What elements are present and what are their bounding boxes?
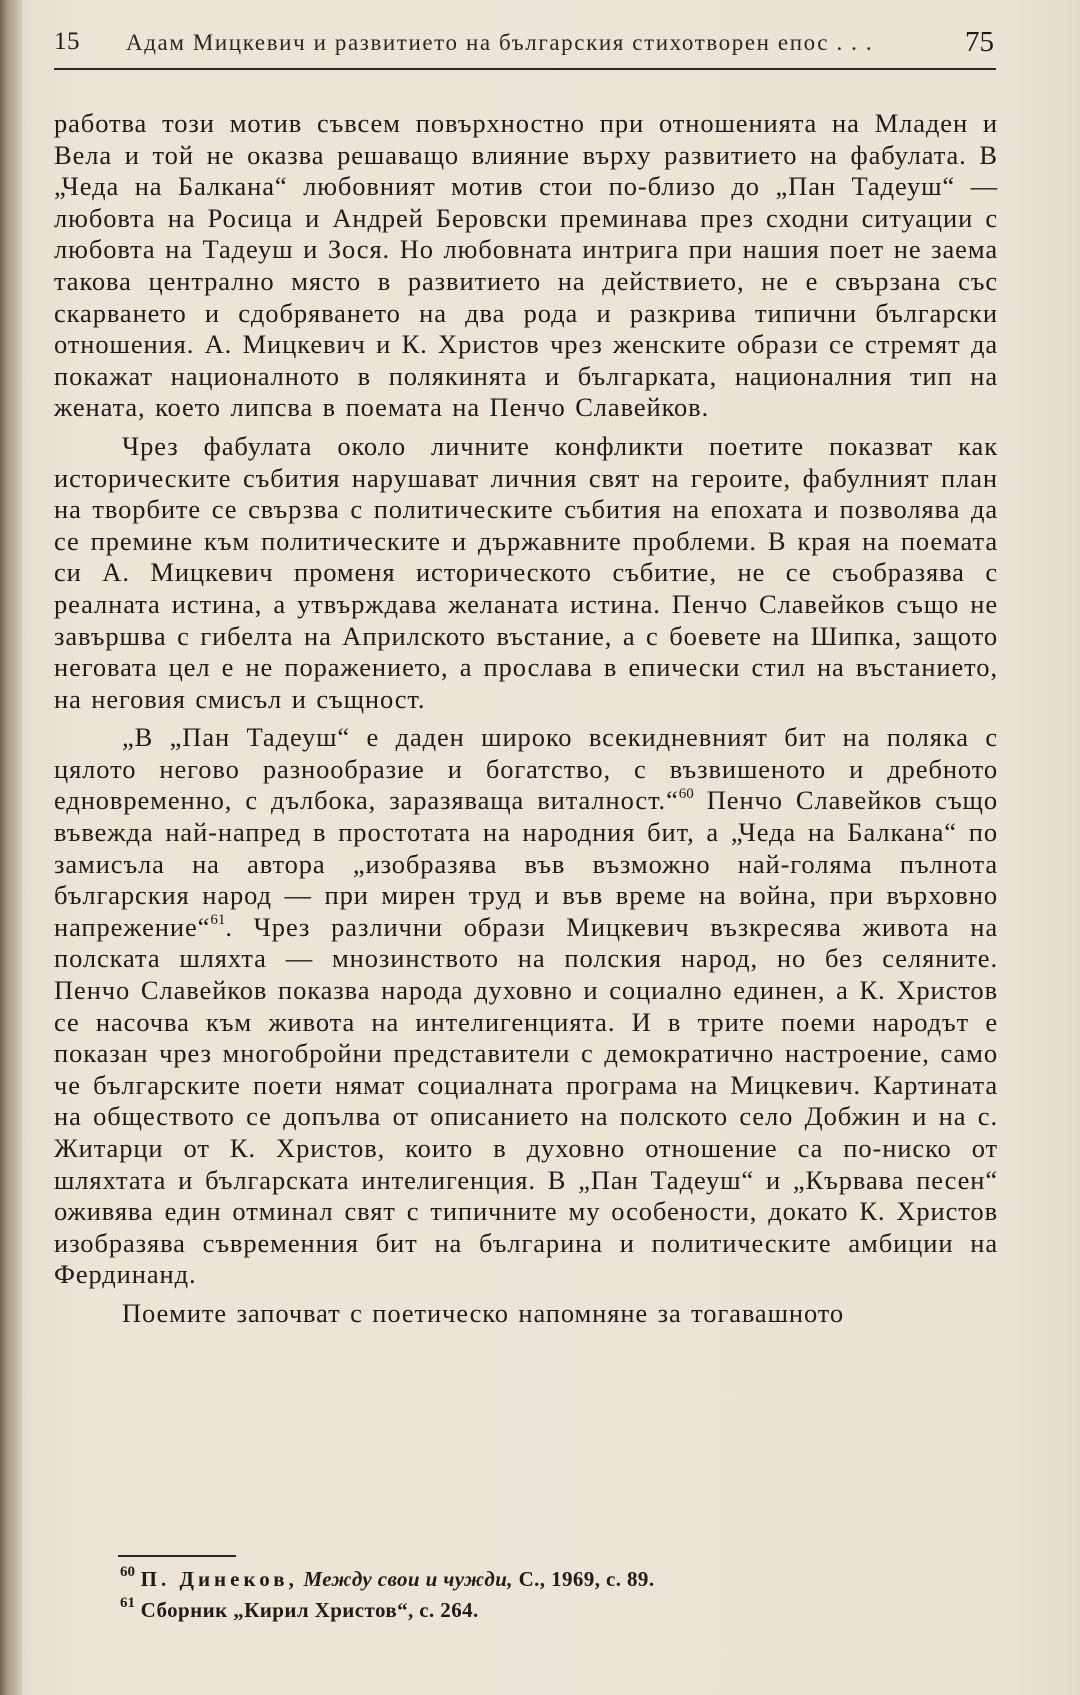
paragraph-3-middle: Пенчо Славейков също въвежда най-напред в простотата на народния бит, а „Чеда на Балкана“ по замисъла на автора „изобразява във възможно най-голяма пълнота българския народ — при мирен труд и във време на война, при върховно напрежение“ — [54, 785, 998, 942]
footnote-title: Между свои и чужди, — [297, 1567, 513, 1591]
footnote-61 — [120, 1595, 980, 1626]
paragraph-4: Поемите започват с поетическо напомняне за тогавашното — [122, 1297, 845, 1328]
footnote-author: П. Динеков, — [140, 1567, 298, 1591]
paragraph-3-quote: „В „Пан Тадеуш“ е даден широко всекидневният бит на поляка с цялото негово разнообразие и богатство, с възвишеното и дребното едновременно, с дълбока, заразяваща виталност.“ — [54, 722, 998, 816]
running-title: Адам Мицкевич и развитието на българския стихотворен епос . . . — [126, 30, 874, 55]
footnotes — [120, 1564, 980, 1626]
footnote-60 — [120, 1564, 980, 1595]
page-number: 75 — [965, 26, 994, 58]
book-spine-shadow — [0, 0, 22, 1695]
paragraph-2: Чрез фабулата около личните конфликти поетите показват как историческите събития нарушават личния свят на героите, фабулният план на творбите се свързва с политическите събития на епохата и позволява да се премине към политическите и държавните проблеми. В края на поемата си А. Мицкевич променя историческото събитие, не се съобразява с реалната истина, а утвърждава желаната истина. Пенчо Славейков също не завършва с гибелта на Априлското въстание, а с боевете на Шипка, защото неговата цел е не поражението, а прослава в епически стил на въстанието, на неговия смисъл и същност. — [54, 430, 998, 714]
header-rule — [54, 68, 996, 70]
footnote-ref-61: 61 — [210, 912, 226, 929]
footnote-rule — [118, 1555, 236, 1557]
footnote-pub: С., 1969, с. 89. — [512, 1567, 655, 1591]
footnote-ref-60: 60 — [678, 785, 694, 802]
chapter-number: 15 — [54, 28, 80, 55]
running-header — [54, 24, 994, 70]
footnote-text: Сборник „Кирил Христов“, с. 264. — [135, 1598, 479, 1622]
paragraph-3-end: . Чрез различни образи Мицкевич възкресява живота на полската шляхта — мнозинството на полския народ, но без селяните. Пенчо Славейков показва народа духовно и социално единен, а К. Христов се насочва към живота на интелигенцията. И в трите поеми народът е показан чрез многобройни представители с демократично настроение, само че българските поети нямат социалната програма на Мицкевич. Картината на обществото се допълва от описанието на полското село Добжин и на с. Житарци от К. Христов, които в духовно отношение са по-ниско от шляхтата и българската интелигенция. В „Пан Тадеуш“ и „Кървава песен“ оживява един отминал свят с типичните му особености, докато К. Христов изобразява съвременния бит на българина и политическите амбиции на Фердинанд. — [54, 911, 998, 1290]
body-text — [54, 108, 998, 1330]
footnote-number: 61 — [120, 1595, 135, 1611]
paragraph-3 — [54, 722, 998, 1291]
paragraph-1: работва този мотив съвсем повърхностно при отношенията на Младен и Вела и той не оказва решаващо влияние върху развитието на фабулата. В „Чеда на Балкана“ любовният мотив стои по-близо до „Пан Тадеуш“ — любовта на Росица и Андрей Беровски преминава през сходни ситуации с любовта на Тадеуш и Зося. Но любовната интрига при нашия поет не заема такова централно място в развитието на действието, не е свързана със скарването и сдобряването на два рода и разкрива типични български отношения. А. Мицкевич и К. Христов чрез женските образи се стремят да покажат националното в полякинята и българката, националния тип на жената, което липсва в поемата на Пенчо Славейков. — [54, 108, 998, 423]
footnote-number: 60 — [120, 1564, 135, 1580]
